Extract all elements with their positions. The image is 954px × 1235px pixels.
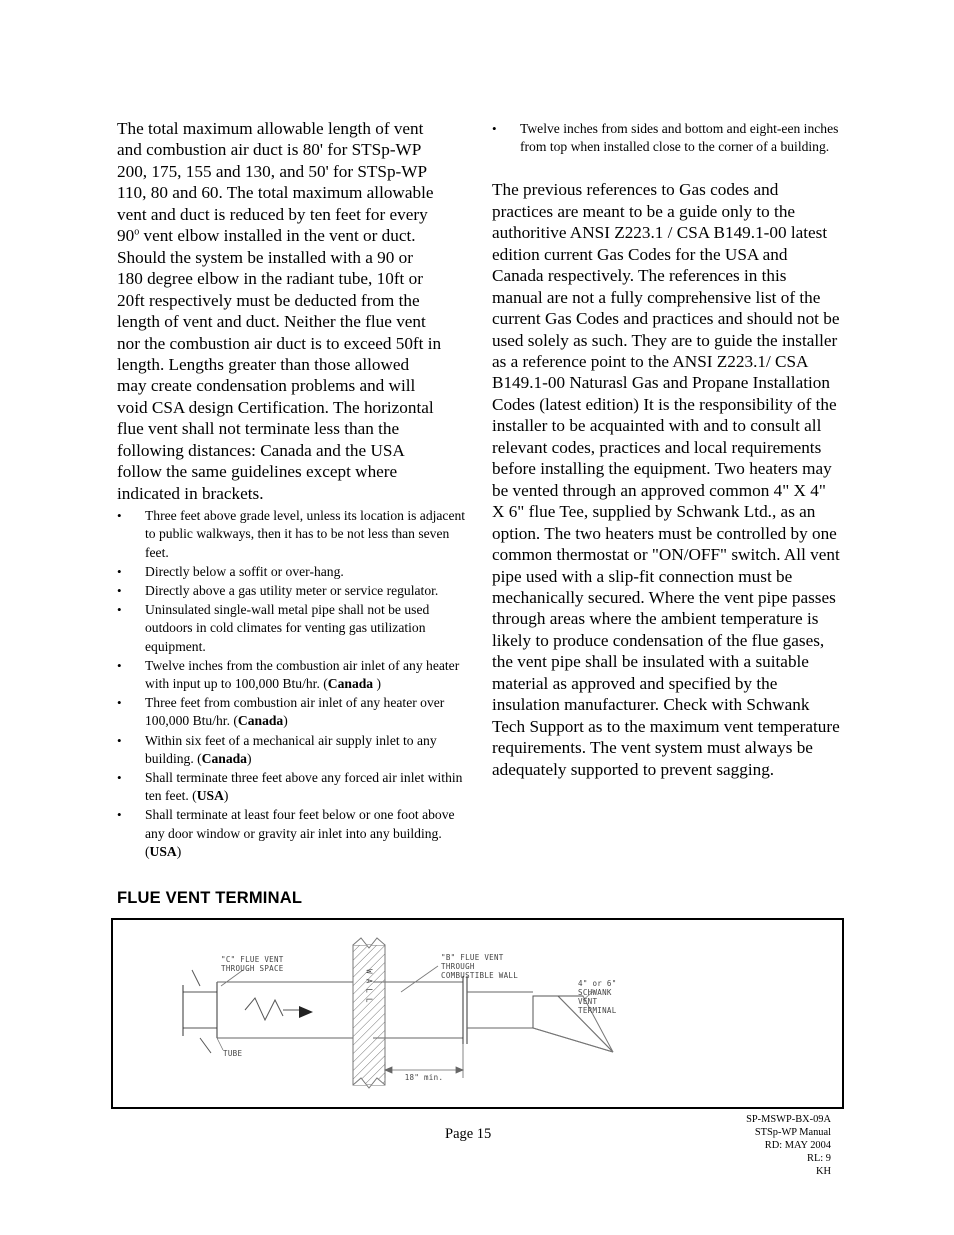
diagram-drawing: [113, 920, 842, 1107]
doc-code: SP-MSWP-BX-09A: [746, 1114, 831, 1125]
corner-clearance-list: [492, 120, 840, 156]
list-item: • Three feet from combustion air inlet of any heater over 100,000 Btu/hr. (Canada): [117, 694, 473, 730]
label-b-line3: COMBUSTIBLE WALL: [441, 971, 519, 980]
label-dimension: 18" min.: [404, 1073, 444, 1082]
radiant-tube: [183, 970, 217, 1053]
list-item: • Shall terminate at least four feet below or one foot above any door window or gravity air inlet into any building. (USA): [117, 806, 473, 861]
manual-name: STSp-WP Manual: [754, 1126, 831, 1138]
gas-codes-paragraph: The previous references to Gas codes and practices are meant to be a guide only to the authoritive ANSI Z223.1 / CSA B149.1-00 latest edition current Gas Codes for the USA and Canada respectively. The references in this manual are not a fully comprehensive list of the current Gas Codes and practices and should not be used solely as such. They are to guide the installer as a reference point to the ANSI Z223.1/ CSA B149.1-00 Naturasl Gas and Propane Installation Codes (latest edition) It is the responsibility of the installer to be acquainted with and to consult all relevant codes, practices and local requirements before installing the equipment. Two heaters may be vented through an approved common 4" X 4" X 6" flue Tee, supplied by Schwank Ltd., as an option. The two heaters must be controlled by one common thermostat or "ON/OFF" switch. All vent pipe used with a slip-fit connection must be mechanically secured. Where the vent pipe passes through areas where the ambient temperature is likely to produce condensation of the flue gases, the vent pipe shall be insulated with a suitable material as approved and specified by the insulation manufacturer. Check with Schwank Tech Support as to the maximum vent temperature requirements. The vent system must always be adequately supported to prevent sagging.: [492, 180, 840, 779]
label-b-line2: THROUGH: [441, 962, 475, 971]
page-number: Page 15: [445, 1126, 492, 1142]
list-item: • Shall terminate three feet above any forced air inlet within ten feet. (USA): [117, 769, 473, 805]
label-term-line4: TERMINAL: [578, 1006, 617, 1015]
clearance-list: [117, 507, 473, 861]
left-column: [117, 118, 473, 862]
list-item: • Uninsulated single-wall metal pipe shall not be used outdoors in cold climates for venting gas utilization equipment.: [117, 601, 473, 656]
vent-terminal: [533, 996, 613, 1052]
label-term-line3: VENT: [578, 997, 598, 1006]
section-heading: FLUE VENT TERMINAL: [117, 889, 303, 907]
label-b-line1: "B" FLUE VENT: [441, 953, 504, 962]
wall-label: W A L L: [364, 969, 374, 1003]
vent-length-paragraph: The total maximum allowable length of vent and combustion air duct is 80' for STSp-WP 200, 175, 155 and 130, and 50' for STSp-WP 110, 80 and 60. The total maximum allowable vent and duct is reduced by ten feet for every 90$^o$ vent elbow installed in the vent or duct. Should the system be installed with a 90 or 180 degree elbow in the radiant tube, 10ft or 20ft respectively must be deducted from the length of vent and duct. Neither the flue vent nor the combustion air duct is to exceed 50ft in length. Lengths greater than those allowed may create condensation problems and will void CSA design Certification. The horizontal flue vent shall not terminate less than the following distances: Canada and the USA follow the same guidelines except where indicated in brackets.: [117, 119, 442, 503]
right-column: [492, 117, 840, 780]
list-item: • Twelve inches from the combustion air inlet of any heater with input up to 100,000 Btu/hr. (Canada ): [117, 657, 473, 693]
revision-level: RL: 9: [807, 1152, 831, 1164]
flue-vent-terminal-diagram: [111, 918, 844, 1109]
label-c-line2: THROUGH SPACE: [221, 964, 284, 973]
combustible-wall: [353, 938, 385, 1088]
list-item: • Three feet above grade level, unless its location is adjacent to public walkways, then it has to be not less than seven feet.: [117, 507, 473, 562]
label-c-line1: "C" FLUE VENT: [221, 955, 284, 964]
list-item: • Within six feet of a mechanical air supply inlet to any building. (Canada): [117, 732, 473, 768]
label-term-line1: 4" or 6": [578, 979, 617, 988]
document-info: [746, 1114, 831, 1179]
flow-arrow-icon: [299, 1006, 313, 1018]
list-item: • Directly above a gas utility meter or service regulator.: [117, 582, 473, 600]
list-item: • Twelve inches from sides and bottom and eight-een inches from top when installed close to the corner of a building.: [492, 120, 840, 156]
label-tube: TUBE: [223, 1049, 243, 1058]
list-item: • Directly below a soffit or over-hang.: [117, 563, 473, 581]
revision-date: RD: MAY 2004: [764, 1139, 831, 1151]
author-initials: KH: [815, 1165, 831, 1177]
label-term-line2: SCHWANK: [578, 988, 612, 997]
